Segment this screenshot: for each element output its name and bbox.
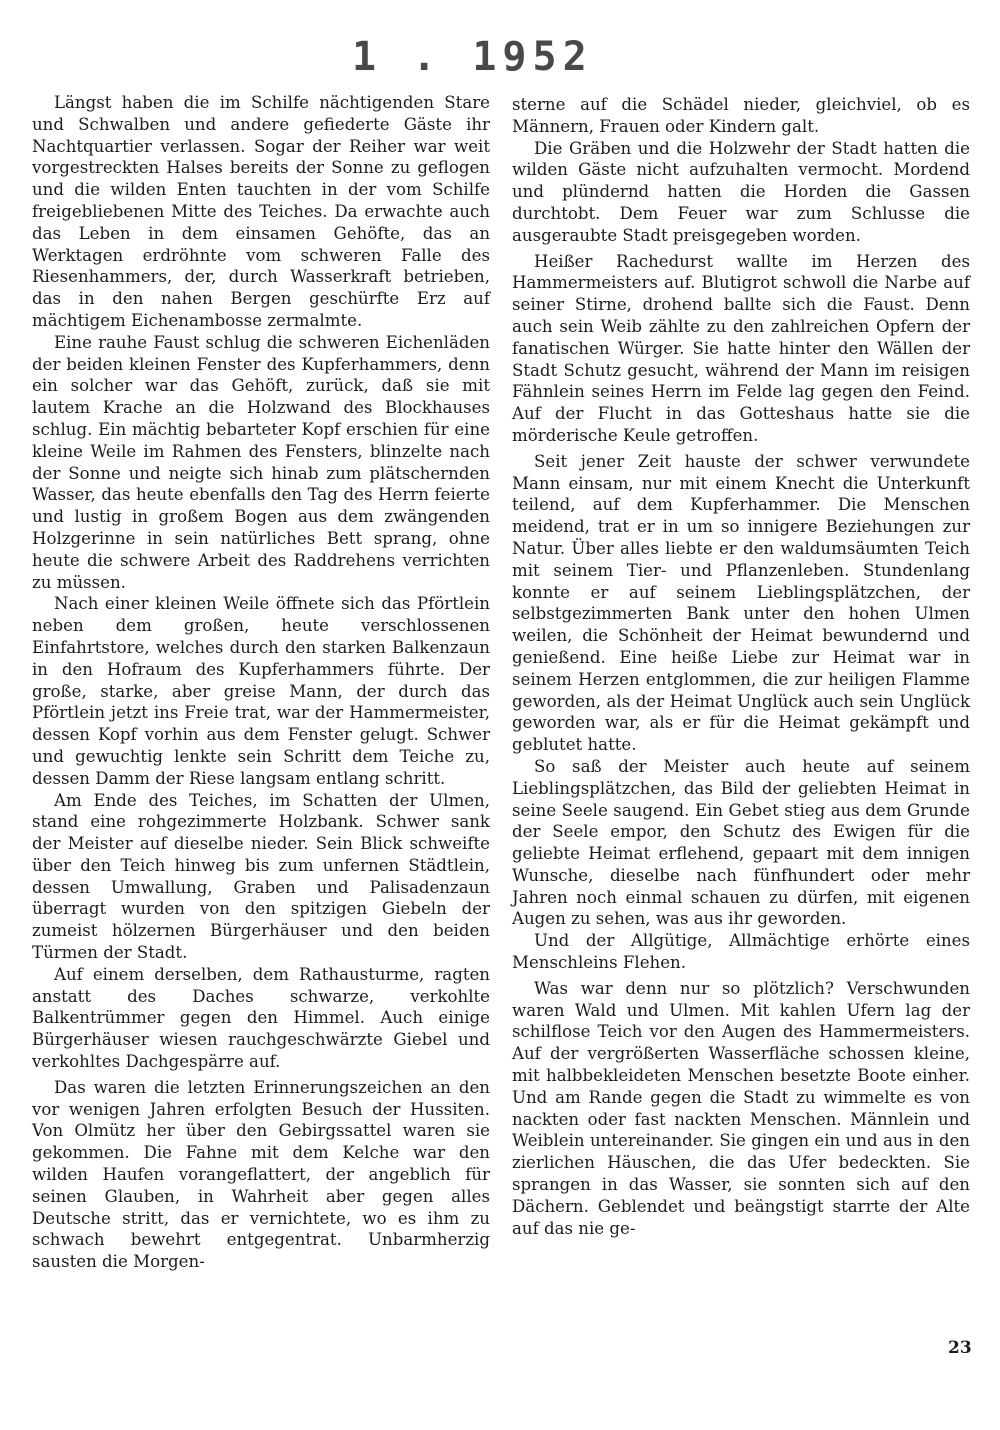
- paragraph: Auf einem derselben, dem Rathausturme, ragten anstatt des Daches schwarze, verkohlte Balkentrümmer gegen den Himmel. Auch einige Bürgerhäuser wiesen rauchgeschwärzte Giebel und verkohltes Dachgespärre auf.: [32, 964, 490, 1072]
- right-column: [512, 94, 970, 1239]
- left-column: [32, 92, 490, 1273]
- paragraph: Seit jener Zeit hauste der schwer verwundete Mann einsam, nur mit einem Knecht die Unterkunft teilend, auf dem Kupferhammer. Die Menschen meidend, trat er in um so innigere Beziehungen zur Natur. Über alles liebte er den waldumsäumten Teich mit seinem Tier- und Pflanzenleben. Stundenlang konnte er auf seinem Lieblingsplätzchen, der selbstgezimmerten Bank unter den hohen Ulmen weilen, die Schönheit der Heimat bewundernd und genießend. Eine heiße Liebe zur Heimat war in seinem Herzen entglommen, die zur heiligen Flamme geworden, als der Heimat Unglück auch sein Unglück geworden war, als er für die Heimat gekämpft und geblutet hatte.: [512, 451, 970, 755]
- paragraph: Das waren die letzten Erinnerungszeichen an den vor wenigen Jahren erfolgten Besuch der Hussiten. Von Olmütz her über den Gebirgssattel waren sie gekommen. Die Fahne mit dem Kelche war den wilden Haufen vorangeflattert, der angeblich für seinen Glauben, in Wahrheit aber gegen alles Deutsche stritt, das er vernichtete, wo es ihm zu schwach bewehrt entgegentrat. Unbarmherzig sausten die Morgen-: [32, 1077, 490, 1272]
- paragraph: Heißer Rachedurst wallte im Herzen des Hammermeisters auf. Blutigrot schwoll die Narbe auf seiner Stirne, drohend ballte sich die Faust. Denn auch sein Weib zählte zu den zahlreichen Opfern der fanatischen Würger. Sie hatte hinter den Wällen der Stadt Schutz gesucht, während der Mann im reisigen Fähnlein seines Herrn im Felde lag gegen den Feind. Auf der Flucht in das Gotteshaus hatte sie die mörderische Keule getroffen.: [512, 251, 970, 445]
- paragraph: Nach einer kleinen Weile öffnete sich das Pförtlein neben dem großen, heute verschlossenen Einfahrtstore, welches durch den starken Balkenzaun in den Hofraum des Kupferhammers führte. Der große, starke, aber greise Mann, der durch das Pförtlein jetzt ins Freie trat, war der Hammermeister, dessen Kopf vorhin aus dem Fenster gelugt. Schwer und gewuchtig lenkte sein Schritt dem Teiche zu, dessen Damm der Riese langsam entlang schritt.: [32, 594, 490, 788]
- page-number: 23: [948, 1338, 972, 1358]
- paragraph: Eine rauhe Faust schlug die schweren Eichenläden der beiden kleinen Fenster des Kupferhammers, denn ein solcher war das Gehöft, zurück, daß sie mit lautem Krache an die Holzwand des Blockhauses schlug. Ein mächtig bebarteter Kopf erschien für eine kleine Weile im Rahmen des Fensters, blinzelte nach der Sonne und neigte sich hinab zum plätschernden Wasser, das heute ebenfalls den Tag des Herrn feierte und lustig in großem Bogen aus dem zwängenden Holzgerinne in sein natürliches Bett sprang, ohne heute die schwere Arbeit des Raddrehens verrichten zu müssen.: [32, 332, 490, 592]
- paragraph: sterne auf die Schädel nieder, gleichviel, ob es Männern, Frauen oder Kindern galt.: [512, 95, 970, 136]
- paragraph: Die Gräben und die Holzwehr der Stadt hatten die wilden Gäste nicht aufzuhalten vermocht. Mordend und plündernd hatten die Horden die Gassen durchtobt. Dem Feuer war zum Schlusse die ausgeraubte Stadt preisgegeben worden.: [512, 138, 970, 245]
- paragraph: Am Ende des Teiches, im Schatten der Ulmen, stand eine rohgezimmerte Holzbank. Schwer sank der Meister auf dieselbe nieder. Sein Blick schweifte über den Teich hinweg bis zum unfernen Städtlein, dessen Umwallung, Graben und Palisadenzaun überragt wurden von den spitzigen Giebeln der zumeist hölzernen Bürgerhäuser und den beiden Türmen der Stadt.: [32, 790, 490, 963]
- paragraph: Längst haben die im Schilfe nächtigenden Stare und Schwalben und andere gefiederte Gäste ihr Nachtquartier verlassen. Sogar der Reiher war weit vorgestreckten Halses bereits der Sonne zu geflogen und die wilden Enten tauchten in der vom Schilfe freigebliebenen Mitte des Teiches. Da erwachte auch das Leben in dem einsamen Gehöfte, das an Werktagen erdröhnte vom schweren Falle des Riesenhammers, der, durch Wasserkraft betrieben, das in den nahen Bergen geschürfte Erz auf mächtigem Eichenambosse zermalmte.: [32, 93, 490, 330]
- paragraph: Was war denn nur so plötzlich? Verschwunden waren Wald und Ulmen. Mit kahlen Ufern lag der schilflose Teich vor den Augen des Hammermeisters. Auf der vergrößerten Wasserfläche schossen kleine, mit halbbekleideten Menschen besetzte Boote einher. Und am Rande gegen die Stadt zu wimmelte es von nackten oder fast nackten Menschen. Männlein und Weiblein untereinander. Sie gingen ein und aus in den zierlichen Häuschen, die das Ufer bedeckten. Sie sprangen in das Wasser, sie sonnten sich auf den Dächern. Geblendet und beängstigt starrte der Alte auf das nie ge-: [512, 978, 970, 1238]
- paragraph: So saß der Meister auch heute auf seinem Lieblingsplätzchen, das Bild der geliebten Heimat in seine Seele saugend. Ein Gebet stieg aus dem Grunde der Seele empor, den Schutz des Ewigen für die geliebte Heimat erflehend, gepaart mit dem innigen Wunsche, dieselbe nach fünfhundert oder mehr Jahren noch einmal schauen zu dürfen, mit eigenen Augen zu sehen, was aus ihr geworden.: [512, 756, 970, 929]
- paragraph: Und der Allgütige, Allmächtige erhörte eines Menschleins Flehen.: [512, 931, 970, 973]
- date-stamp: 1 . 1952: [352, 34, 593, 80]
